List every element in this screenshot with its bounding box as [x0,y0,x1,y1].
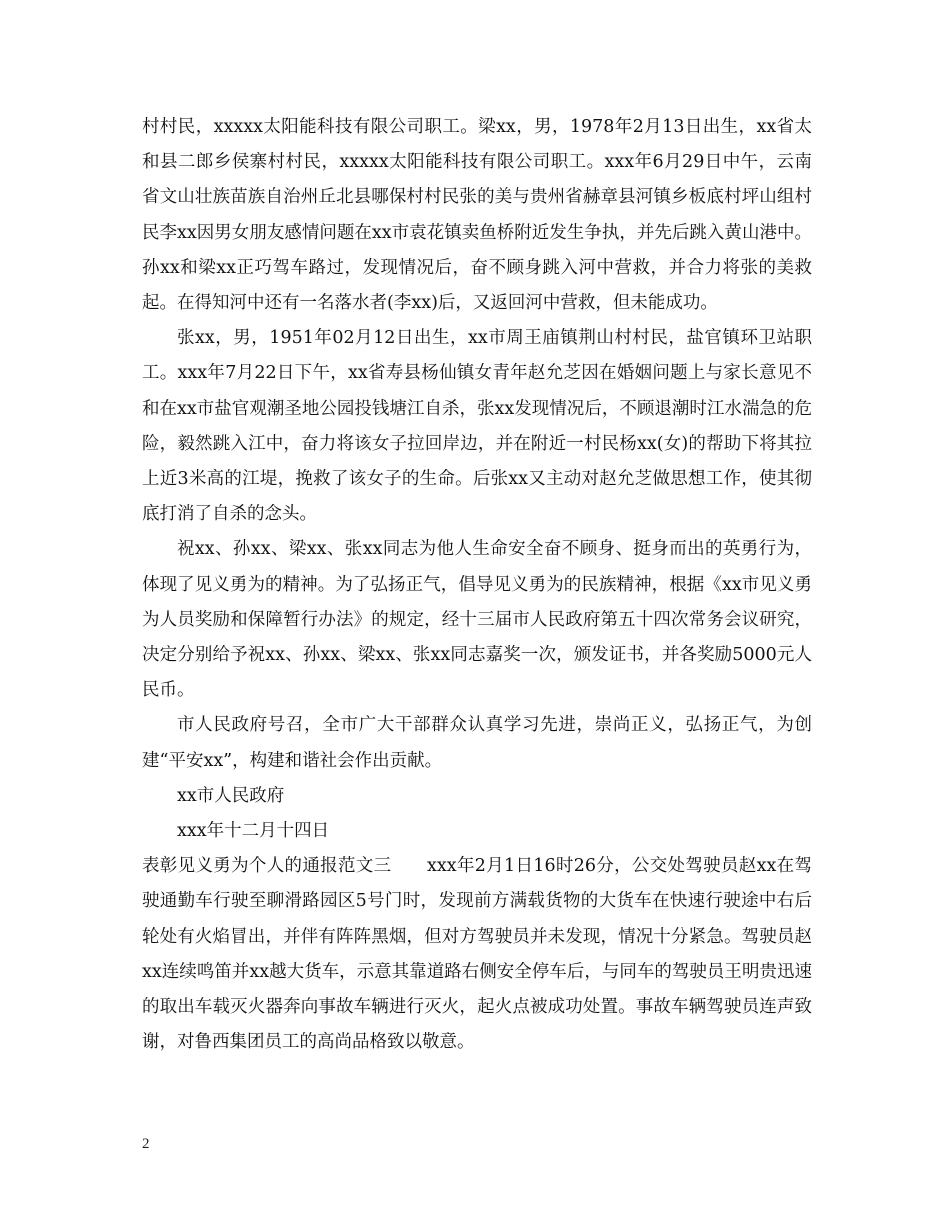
document-body [142,110,812,1060]
page-number: 2 [142,1136,150,1152]
section-3-paragraph: 表彰见义勇为个人的通报范文三 xxx年2月1日16时26分，公交处驾驶员赵xx在驾驶通勤车行驶至聊滑路园区5号门时，发现前方满载货物的大货车在快速行驶途中右后轮处有火焰冒出，并伴有阵阵黑烟，但对方驾驶员并未发现，情况十分紧急。驾驶员赵xx连续鸣笛并xx越大货车，示意其靠道路右侧安全停车后，与同车的驾驶员王明贵迅速的取出车载灭火器奔向事故车辆进行灭火，起火点被成功处置。事故车辆驾驶员连声致谢，对鲁西集团员工的高尚品格致以敬意。 [142,856,812,1053]
paragraph-2: 张xx，男，1951年02月12日出生，xx市周王庙镇荆山村村民，盐官镇环卫站职工。xxx年7月22日下午，xx省寿县杨仙镇女青年赵允芝因在婚姻问题上与家长意见不和在xx市盐官观潮圣地公园投钱塘江自杀，张xx发现情况后，不顾退潮时江水湍急的危险，毅然跳入江中，奋力将该女子拉回岸边，并在附近一村民杨xx(女)的帮助下将其拉上近3米高的江堤，挽救了该女子的生命。后张xx又主动对赵允芝做思想工作，使其彻底打消了自杀的念头。 [142,328,812,525]
paragraph-1: 村村民，xxxxx太阳能科技有限公司职工。梁xx，男，1978年2月13日出生，xx省太和县二郎乡侯寨村村民，xxxxx太阳能科技有限公司职工。xxx年6月29日中午，云南省文山壮族苗族自治州丘北县哪保村村民张的美与贵州省赫章县河镇乡板底村坪山组村民李xx因男女朋友感情问题在xx市袁花镇卖鱼桥附近发生争执，并先后跳入黄山港中。孙xx和梁xx正巧驾车路过，发现情况后，奋不顾身跳入河中营救，并合力将张的美救起。在得知河中还有一名落水者(李xx)后，又返回河中营救，但未能成功。 [142,117,812,314]
paragraph-3: 祝xx、孙xx、梁xx、张xx同志为他人生命安全奋不顾身、挺身而出的英勇行为，体现了见义勇为的精神。为了弘扬正气，倡导见义勇为的民族精神，根据《xx市见义勇为人员奖励和保障暂行办法》的规定，经十三届市人民政府第五十四次常务会议研究，决定分别给予祝xx、孙xx、梁xx、张xx同志嘉奖一次，颁发证书，并各奖励5000元人民币。 [142,539,812,701]
paragraph-4: 市人民政府号召，全市广大干部群众认真学习先进，崇尚正义，弘扬正气，为创建“平安xx”，构建和谐社会作出贡献。 [142,715,812,771]
date: xxx年十二月十四日 [177,821,330,842]
signature: xx市人民政府 [177,785,285,806]
